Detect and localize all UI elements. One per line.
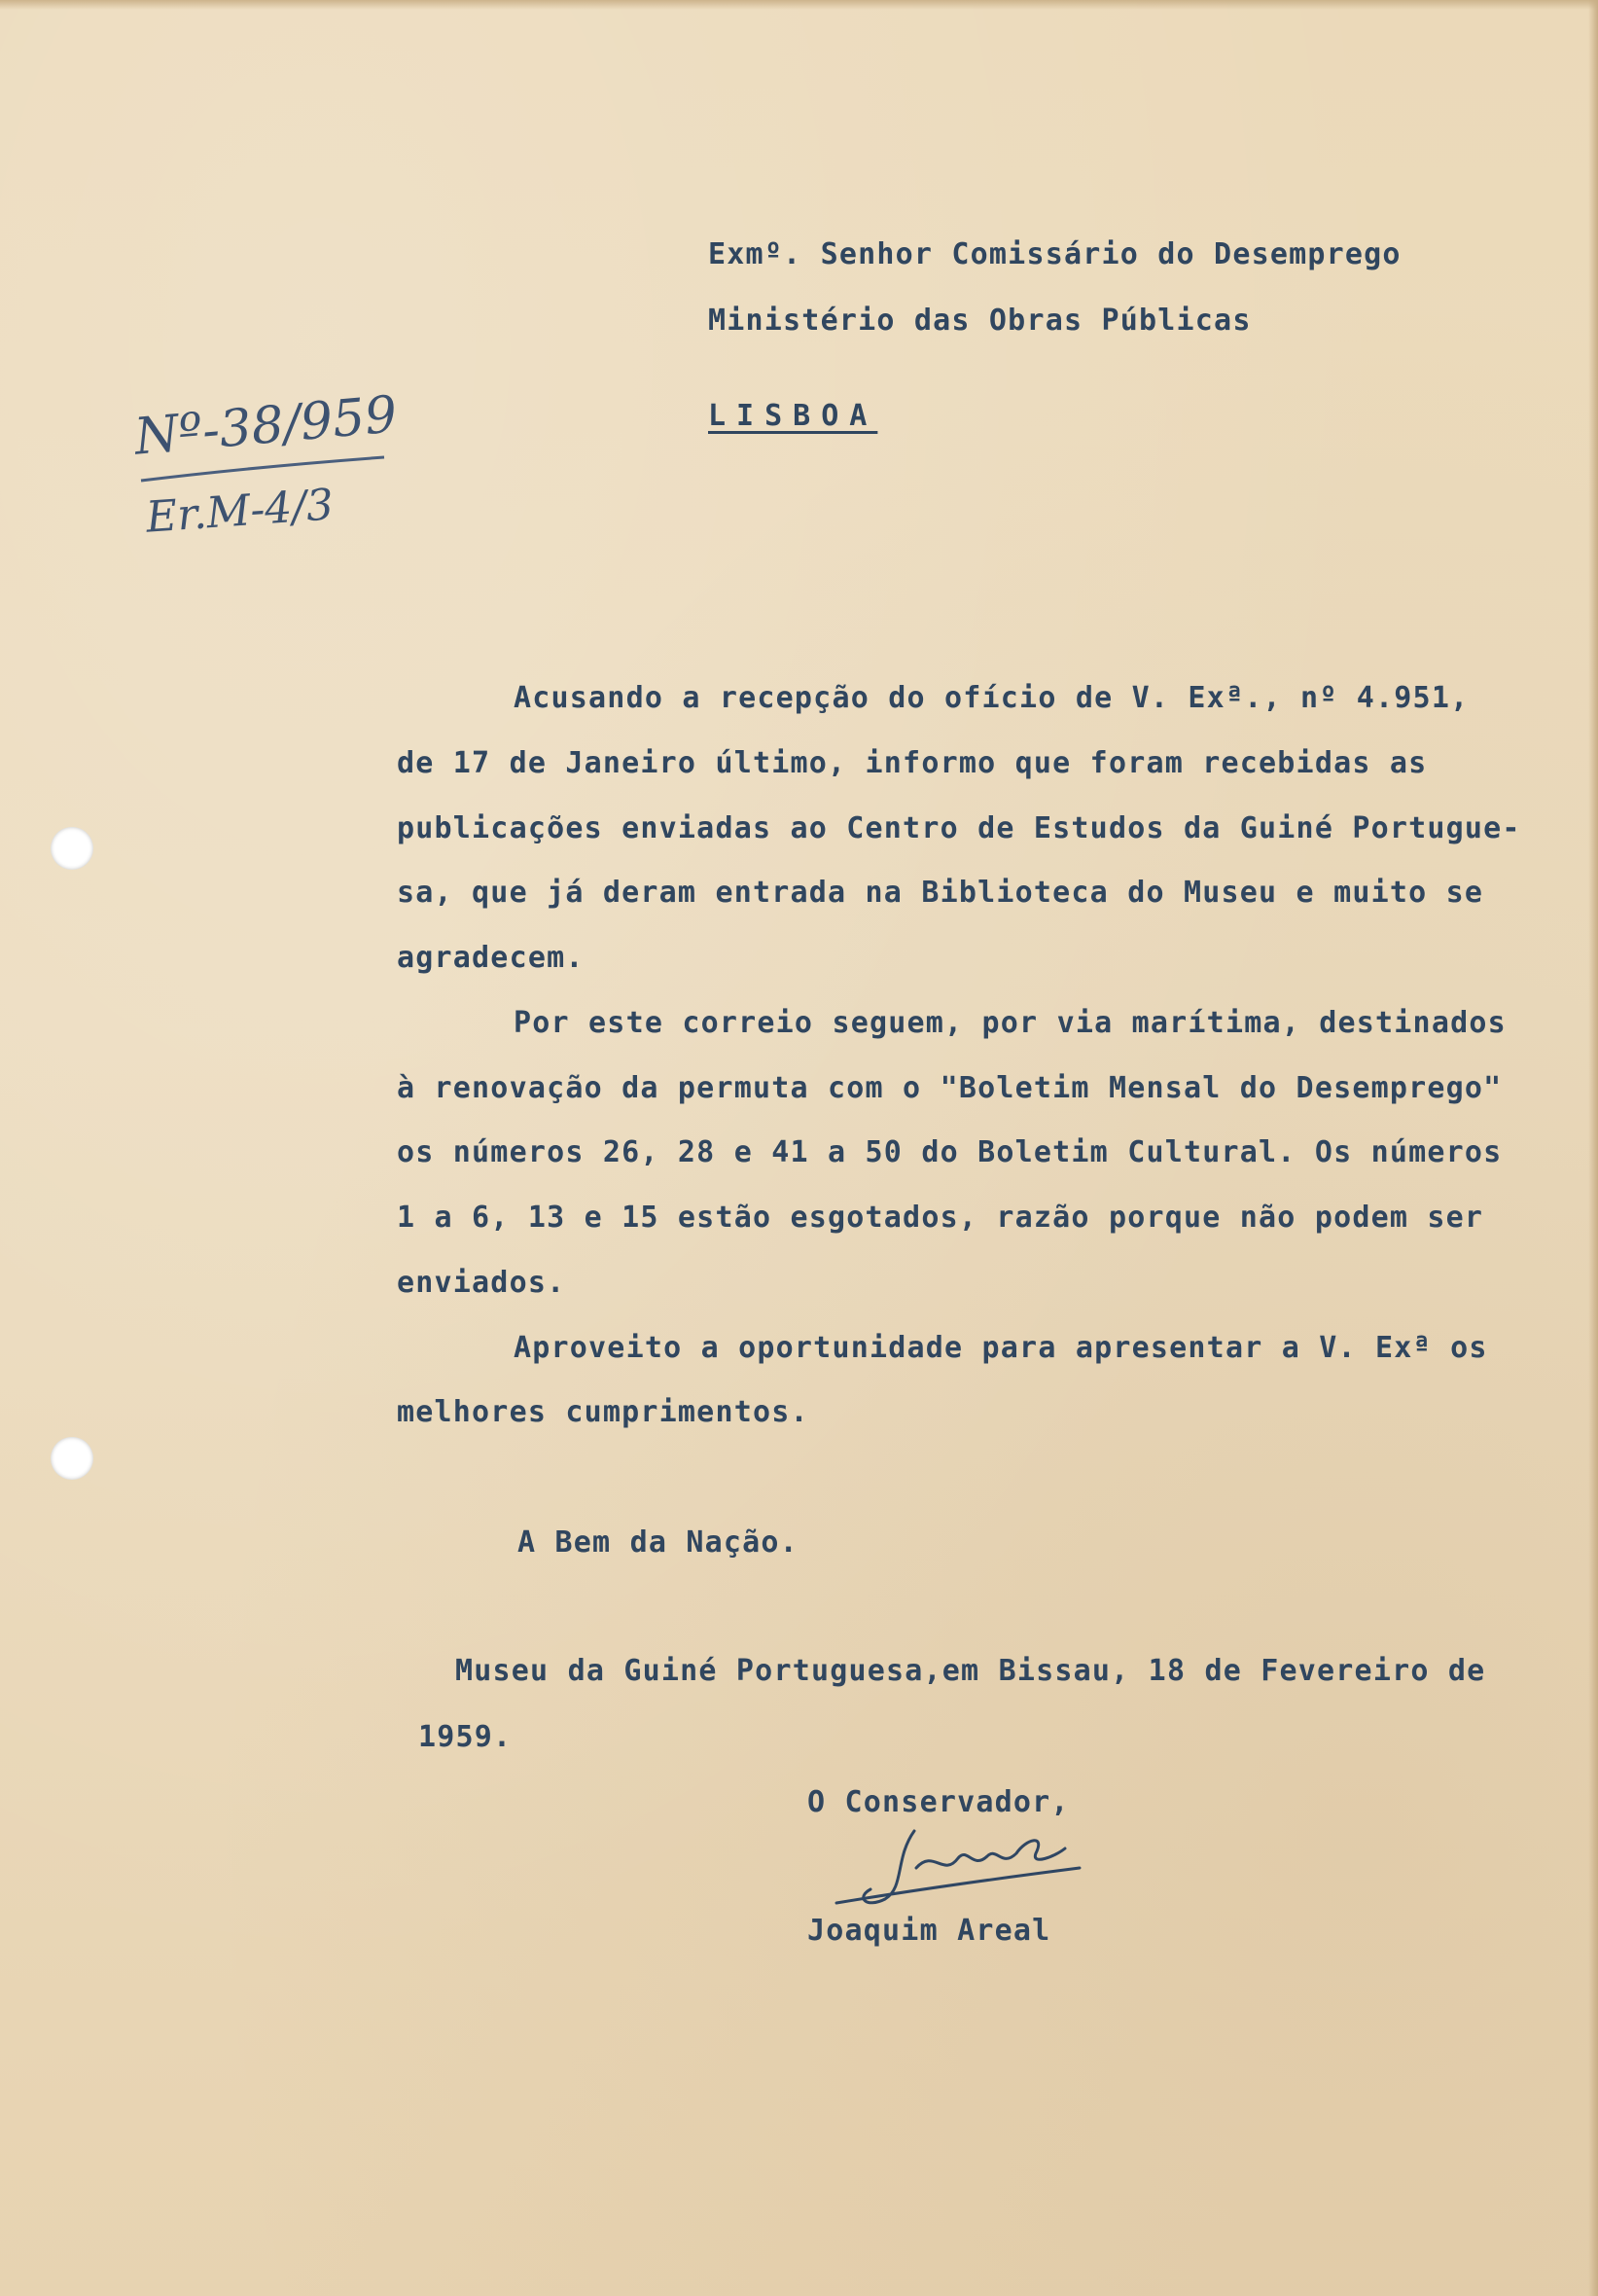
addressee-line-1: Exmº. Senhor Comissário do Desemprego [708, 237, 1402, 271]
closing-salutation: A Bem da Nação. [517, 1525, 799, 1560]
body-line-3: publicações enviadas ao Centro de Estudos da Guiné Portugue- [397, 811, 1521, 845]
body-line-8: os números 26, 28 e 41 a 50 do Boletim Cultural. Os números [397, 1135, 1503, 1169]
handwritten-reference-number: Nº-38/959 [131, 385, 400, 467]
handwritten-filing-code: Er.M-4/3 [144, 480, 336, 543]
signatory-title: O Conservador, [807, 1785, 1070, 1819]
handwritten-underline [136, 449, 389, 488]
body-line-6: Por este correio seguem, por via marítima, destinados [514, 1006, 1507, 1040]
signatory-name: Joaquim Areal [807, 1914, 1051, 1948]
body-line-9: 1 a 6, 13 e 15 estão esgotados, razão porque não podem ser [397, 1201, 1484, 1235]
addressee-line-2: Ministério das Obras Públicas [708, 304, 1252, 338]
paper-edge-right [1588, 0, 1598, 2296]
body-line-1: Acusando a recepção do ofício de V. Exª., nº 4.951, [514, 681, 1470, 715]
body-line-11: Aproveito a oportunidade para apresentar a V. Exª os [514, 1331, 1488, 1365]
body-line-12: melhores cumprimentos. [397, 1395, 809, 1429]
body-line-5: agradecem. [397, 941, 585, 975]
paper-edge-top [0, 0, 1598, 10]
body-line-7: à renovação da permuta com o "Boletim Mensal do Desemprego" [397, 1071, 1503, 1105]
addressee-city: LISBOA [708, 399, 878, 433]
body-line-2: de 17 de Janeiro último, informo que foram recebidas as [397, 746, 1428, 780]
place-date-line-2: 1959. [418, 1720, 513, 1754]
punch-hole-upper [51, 827, 93, 870]
punch-hole-lower [51, 1437, 93, 1480]
handwritten-signature [827, 1810, 1099, 1917]
body-line-4: sa, que já deram entrada na Biblioteca do Museu e muito se [397, 876, 1484, 910]
body-line-10: enviados. [397, 1266, 566, 1300]
place-date-line-1: Museu da Guiné Portuguesa,em Bissau, 18 de Fevereiro de [455, 1654, 1486, 1688]
